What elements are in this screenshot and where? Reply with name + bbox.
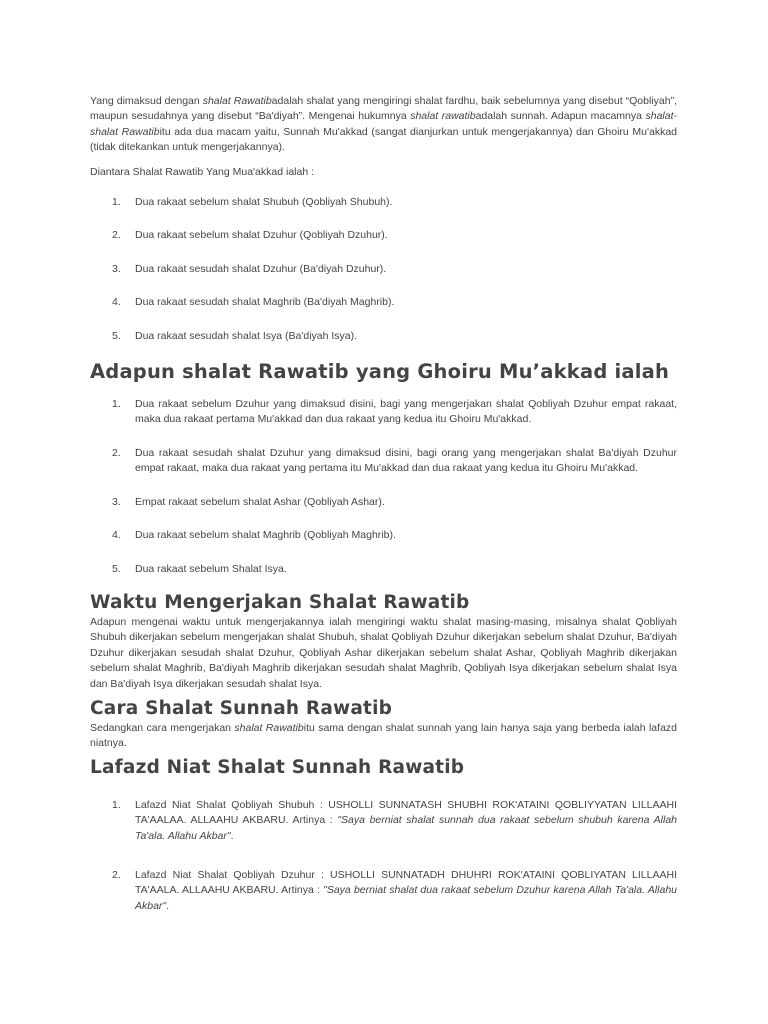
list-item: 1. Lafazd Niat Shalat Qobliyah Shubuh : USHOLLI SUNNATASH SHUBHI ROK'ATAINI QOBLIYYATAN LILLAAHI TA'AALAA. ALLAAHU AKBARU. Artinya : "Saya berniat shalat sunnah dua rakaat sebelum shubuh karena Allah Ta'ala. Allahu Akbar". [112,798,677,842]
heading-lafazd: Lafazd Niat Shalat Sunnah Rawatib [90,756,465,778]
heading-cara: Cara Shalat Sunnah Rawatib [90,697,393,719]
cara-paragraph: Sedangkan cara mengerjakan shalat Rawatibitu sama dengan shalat sunnah yang lain hanya saja yang berbeda ialah lafazd niatnya. [90,721,677,750]
document-page [90,94,677,914]
list-item: 3. Empat rakaat sebelum shalat Ashar (Qobliyah Ashar). [112,495,385,508]
muakkad-list [90,195,677,344]
lafazd-list [90,798,677,914]
intro-text-2: adalah shalat yang mengiringi shalat fardhu, baik sebelumnya yang disebut “Qobliyah”, maupun sesudahnya yang disebut “Ba'diyah”. Mengenai hukumnya [90,95,677,123]
intro-italic-1: shalat Rawatib [202,95,272,107]
list-item: 2. Lafazd Niat Shalat Qobliyah Dzuhur : USHOLLI SUNNATADH DHUHRI ROK'ATAINI QOBLIYATAN LILLAAHI TA'AALA. ALLAAHU AKBARU. Artinya : "Saya berniat shalat dua rakaat sebelum Dzuhur karena Allah Ta'ala. Allahu Akbar". [112,868,677,912]
list-item: 2. Dua rakaat sebelum shalat Dzuhur (Qobliyah Dzuhur). [112,229,388,242]
intro-paragraph [90,94,677,156]
list-item: 5. Dua rakaat sesudah shalat Isya (Ba'diyah Isya). [112,329,358,342]
intro-italic-3: shalat-shalat Rawatib [90,110,677,138]
list-item: 5. Dua rakaat sebelum Shalat Isya. [112,562,287,575]
list-item: 3. Dua rakaat sesudah shalat Dzuhur (Ba'diyah Dzuhur). [112,262,387,275]
heading-waktu: Waktu Mengerjakan Shalat Rawatib [90,591,470,613]
heading-ghoiru: Adapun shalat Rawatib yang Ghoiru Mu’akkad ialah [90,360,670,384]
intro-text-1: Yang dimaksud dengan [90,95,203,107]
list-item: 1. Dua rakaat sebelum Dzuhur yang dimaksud disini, bagi yang mengerjakan shalat Qobliyah Dzuhur empat rakaat, maka dua rakaat pertama Mu'akkad dan dua rakaat yang kedua itu Ghoiru Mu'akkad. [112,398,677,426]
muakkad-intro: Diantara Shalat Rawatib Yang Mua'akkad ialah : [90,165,315,178]
list-item: 2. Dua rakaat sesudah shalat Dzuhur yang dimaksud disini, bagi orang yang mengerjakan shalat Ba'diyah Dzuhur empat rakaat, maka dua rakaat yang pertama itu Mu'akkad dan dua rakaat yang kedua itu Ghoiru Mu'akkad. [112,446,677,475]
list-item: 1. Dua rakaat sebelum shalat Shubuh (Qobliyah Shubuh). [112,196,393,209]
intro-text-3: adalah sunnah. Adapun macamnya [475,110,646,123]
ghoiru-list [90,397,677,577]
waktu-paragraph: Adapun mengenai waktu untuk mengerjakannya ialah mengiringi waktu shalat masing-masing, misalnya shalat Qobliyah Shubuh dikerjakan sebelum mengerjakan shalat Shubuh, shalat Qobliyah Dzuhur dikerjakan sebelum shalat Dzuhur, Ba'diyah Dzuhur dikerjakan sesudah shalat Dzuhur, Qobliyah Ashar dikerjakan sebelum shalat Ashar, Qobliyah Maghrib dikerjakan sebelum shalat Maghrib, Ba'diyah Maghrib dikerjakan sesudah shalat Maghrib, Qobliyah Isya dikerjakan sebelum shalat Isya dan Ba'diyah Isya dikerjakan sesudah shalat Isya. [90,615,677,690]
intro-italic-2: shalat rawatib [410,110,476,123]
intro-text-4: itu ada dua macam yaitu, Sunnah Mu'akkad (sangat dianjurkan untuk mengerjakannya) dan Ghoiru Mu'akkad (tidak ditekankan untuk mengerjakannya). [90,125,678,154]
list-item: 4. Dua rakaat sesudah shalat Maghrib (Ba'diyah Maghrib). [112,296,395,309]
list-item: 4. Dua rakaat sebelum shalat Maghrib (Qobliyah Maghrib). [112,529,396,542]
